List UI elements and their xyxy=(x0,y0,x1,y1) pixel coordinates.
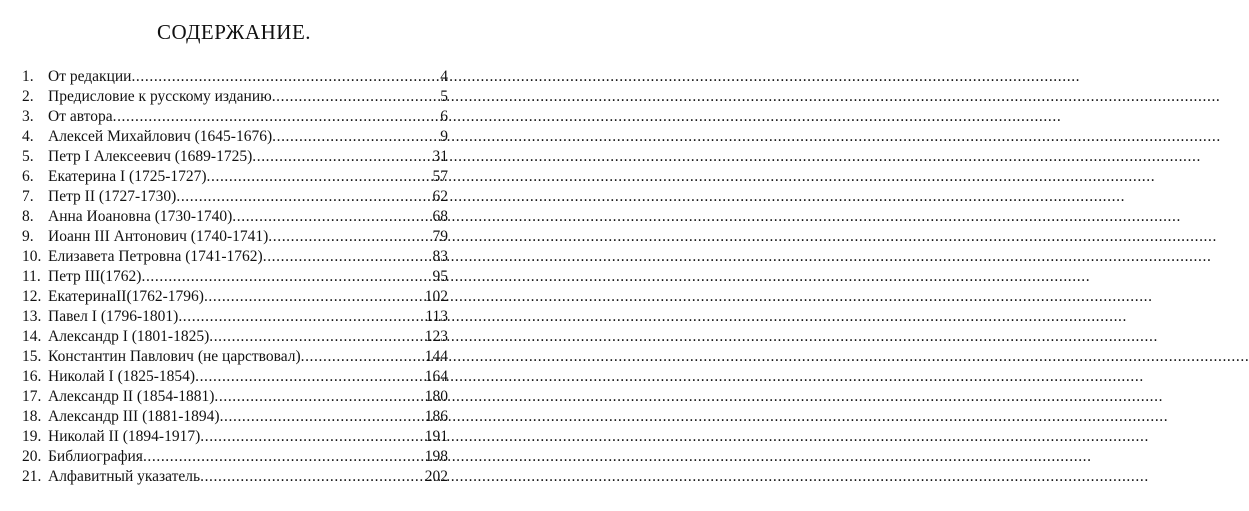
dot-leader xyxy=(176,187,432,207)
toc-entry xyxy=(22,387,448,407)
toc-entry-title: Александр III (1881-1894) xyxy=(48,408,220,425)
toc-entry-number: 21. xyxy=(22,468,42,485)
toc-entry-page: 202 xyxy=(424,468,448,485)
toc-entry-title: Петр I Алексеевич (1689-1725) xyxy=(48,148,253,165)
toc-entry-title: Елизавета Петровна (1741-1762) xyxy=(48,248,263,265)
toc-entry-number: 7. xyxy=(22,188,34,205)
toc-entry-page: 83 xyxy=(432,248,448,265)
page xyxy=(0,0,468,511)
dot-leader xyxy=(143,447,425,467)
toc-entry xyxy=(22,327,448,347)
toc-entry-page: 31 xyxy=(432,148,448,165)
toc-entry xyxy=(22,187,448,207)
toc-entry-number: 15. xyxy=(22,348,42,365)
toc-entry-number: 10. xyxy=(22,248,42,265)
toc-entry-title: Екатерина I (1725-1727) xyxy=(48,168,207,185)
toc-entry-title: Анна Иоановна (1730-1740) xyxy=(48,208,233,225)
toc-entry-title: Николай II (1894-1917) xyxy=(48,428,201,445)
toc-entry-page: 123 xyxy=(424,328,448,345)
toc-entry xyxy=(22,227,448,247)
dot-leader xyxy=(195,367,425,387)
toc-entry xyxy=(22,67,448,87)
toc-entry xyxy=(22,467,448,487)
dot-leader xyxy=(178,307,425,327)
toc-entry-number: 6. xyxy=(22,168,34,185)
toc-entry-number: 1. xyxy=(22,68,34,85)
toc-entry-title: Петр III(1762) xyxy=(48,268,142,285)
toc-entry xyxy=(22,347,448,367)
dot-leader xyxy=(263,247,433,267)
dot-leader xyxy=(252,147,432,167)
toc-entry-title: Алексей Михайлович (1645-1676) xyxy=(48,128,273,145)
toc-entry-title: Петр II (1727-1730) xyxy=(48,188,177,205)
toc-entry-title: Николай I (1825-1854) xyxy=(48,368,196,385)
toc-entry-number: 14. xyxy=(22,328,42,345)
page-title: СОДЕРЖАНИЕ. xyxy=(156,20,312,44)
toc-entry-title: Александр II (1854-1881) xyxy=(48,388,215,405)
dot-leader xyxy=(200,427,425,447)
toc-entry xyxy=(22,147,448,167)
toc-entry-title: Александр I (1801-1825) xyxy=(48,328,210,345)
toc-entry xyxy=(22,87,448,107)
toc-entry xyxy=(22,207,448,227)
toc-entry-page: 95 xyxy=(432,268,448,285)
dot-leader xyxy=(200,467,425,487)
toc-entry xyxy=(22,307,448,327)
toc-entry xyxy=(22,107,448,127)
dot-leader xyxy=(301,347,425,367)
toc-entry-page: 102 xyxy=(424,288,448,305)
toc-entry-number: 3. xyxy=(22,108,34,125)
dot-leader xyxy=(209,327,425,347)
toc-entry xyxy=(22,127,448,147)
dot-leader xyxy=(220,407,425,427)
toc-entry-title: Константин Павлович (не царствовал) xyxy=(48,348,301,365)
toc-entry-page: 198 xyxy=(424,448,448,465)
toc-entry-page: 79 xyxy=(432,228,448,245)
toc-entry xyxy=(22,427,448,447)
toc-entry-number: 17. xyxy=(22,388,42,405)
toc-entry-number: 8. xyxy=(22,208,34,225)
toc-entry-number: 9. xyxy=(22,228,34,245)
toc-entry-page: 5 xyxy=(440,88,448,105)
toc-entry-title: Павел I (1796-1801) xyxy=(48,308,179,325)
toc-entry-number: 5. xyxy=(22,148,34,165)
toc-entry xyxy=(22,247,448,267)
toc-entry-number: 2. xyxy=(22,88,34,105)
toc-entry-page: 186 xyxy=(424,408,448,425)
dot-leader xyxy=(232,207,432,227)
toc-entry-title: Предисловие к русскому изданию xyxy=(48,88,272,105)
dot-leader xyxy=(141,267,432,287)
toc-entry-page: 191 xyxy=(424,428,448,445)
toc-entry xyxy=(22,267,448,287)
toc-entry-number: 18. xyxy=(22,408,42,425)
toc-entry-page: 144 xyxy=(424,348,448,365)
table-of-contents xyxy=(22,67,448,487)
toc-entry-number: 13. xyxy=(22,308,42,325)
toc-entry-title: Алфавитный указатель xyxy=(48,468,201,485)
toc-entry-number: 16. xyxy=(22,368,42,385)
toc-entry-number: 19. xyxy=(22,428,42,445)
toc-entry-page: 62 xyxy=(432,188,448,205)
toc-entry-title: Иоанн III Антонович (1740-1741) xyxy=(48,228,269,245)
toc-entry-title: От редакции xyxy=(48,68,132,85)
toc-entry-page: 113 xyxy=(425,308,448,325)
toc-entry-number: 12. xyxy=(22,288,42,305)
dot-leader xyxy=(272,127,440,147)
toc-entry-number: 4. xyxy=(22,128,34,145)
toc-entry-page: 9 xyxy=(440,128,448,145)
toc-entry xyxy=(22,167,448,187)
toc-entry-page: 164 xyxy=(424,368,448,385)
dot-leader xyxy=(204,287,425,307)
toc-entry xyxy=(22,407,448,427)
toc-entry-number: 20. xyxy=(22,448,42,465)
toc-entry xyxy=(22,287,448,307)
dot-leader xyxy=(214,387,424,407)
toc-entry-title: Библиография xyxy=(48,448,143,465)
toc-entry xyxy=(22,367,448,387)
dot-leader xyxy=(268,227,432,247)
toc-entry-title: ЕкатеринаII(1762-1796) xyxy=(48,288,204,305)
toc-entry-page: 6 xyxy=(440,108,448,125)
toc-entry-page: 180 xyxy=(424,388,448,405)
dot-leader xyxy=(207,167,433,187)
toc-entry xyxy=(22,447,448,467)
toc-entry-title: От автора xyxy=(48,108,113,125)
toc-entry-page: 68 xyxy=(432,208,448,225)
toc-entry-number: 11. xyxy=(22,268,41,285)
dot-leader xyxy=(131,67,440,87)
dot-leader xyxy=(272,87,441,107)
dot-leader xyxy=(113,107,441,127)
toc-entry-page: 4 xyxy=(440,68,448,85)
toc-entry-page: 57 xyxy=(432,168,448,185)
